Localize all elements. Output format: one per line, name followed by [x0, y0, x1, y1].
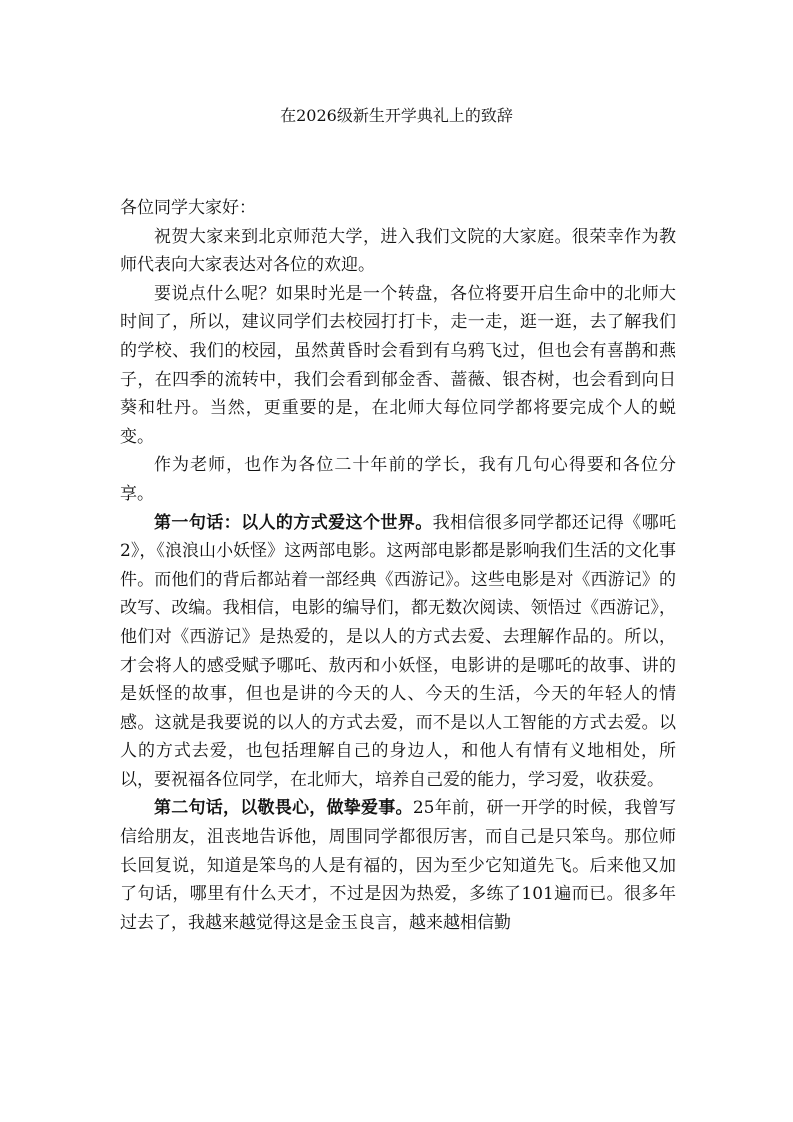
paragraph-share — [120, 451, 676, 508]
paragraph-second-point — [120, 794, 676, 937]
paragraph-text: 要说点什么呢？如果时光是一个转盘，各位将要开启生命中的北师大时间了，所以，建议同学们去校园打打卡，走一走，逛一逛，去了解我们的学校、我们的校园，虽然黄昏时会看到有乌鸦飞过，但也会有喜鹊和燕子，在四季的流转中，我们会看到郁金香、蔷薇、银杏树，也会看到向日葵和牡丹。当然，更重要的是，在北师大每位同学都将要完成个人的蜕变。 — [120, 283, 676, 447]
paragraph-text: 我相信很多同学都还记得《哪吒2》，《浪浪山小妖怪》这两部电影。这两部电影都是影响我们生活的文化事件。而他们的背后都站着一部经典《西游记》。这些电影是对《西游记》的改写、改编。我相信，电影的编导们，都无数次阅读、领悟过《西游记》，他们对《西游记》是热爱的，是以人的方式去爱、去理解作品的。所以，才会将人的感受赋予哪吒、敖丙和小妖怪，电影讲的是哪吒的故事、讲的是妖怪的故事，但也是讲的今天的人、今天的生活，今天的年轻人的情感。这就是我要说的以人的方式去爱，而不是以人工智能的方式去爱。以人的方式去爱，也包括理解自己的身边人，和他人有情有义地相处，所以，要祝福各位同学，在北师大，培养自己爱的能力，学习爱，收获爱。 — [120, 512, 677, 790]
greeting: 各位同学大家好： — [120, 198, 256, 218]
document-body — [120, 194, 676, 937]
paragraph-first-point — [120, 509, 676, 795]
paragraph-welcome — [120, 223, 676, 280]
document-title: 在2026级新生开学典礼上的致辞 — [280, 106, 513, 125]
paragraph-lead: 第二句话，以敬畏心，做挚爱事。 — [154, 798, 413, 819]
paragraph-lead: 第一句话：以人的方式爱这个世界。 — [154, 512, 433, 533]
paragraph-text: 25年前，研一开学的时候，我曾写信给朋友，沮丧地告诉他，周围同学都很厉害，而自己是只笨鸟。那位师长回复说，知道是笨鸟的人是有福的，因为至少它知道先飞。后来他又加了句话，哪里有什么天才，不过是因为热爱，多练了101遍而已。很多年过去了，我越来越觉得这是金玉良言，越来越相信勤 — [120, 798, 676, 933]
paragraph-campus — [120, 280, 676, 452]
paragraph-text: 祝贺大家来到北京师范大学，进入我们文院的大家庭。很荣幸作为教师代表向大家表达对各位的欢迎。 — [120, 226, 676, 276]
paragraph-text: 作为老师，也作为各位二十年前的学长，我有几句心得要和各位分享。 — [120, 455, 676, 504]
